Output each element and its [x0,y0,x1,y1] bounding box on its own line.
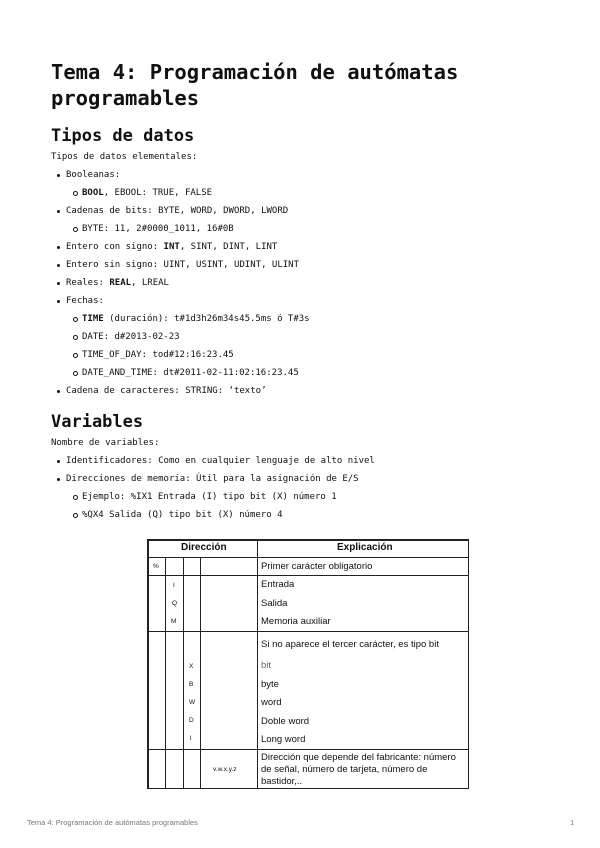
cell-B-exp: byte [261,679,279,690]
cell-M: M [171,618,177,625]
cadenas-bits-text: Cadenas de bits: BYTE, WORD, DWORD, LWORD [66,206,289,216]
direcciones-text: Direcciones de memoria: Útil para la asignación de E/S [66,474,359,484]
cell-Q-exp: Salida [261,598,288,609]
booleanas-text: Booleanas: [66,170,121,180]
list-item-identificadores [66,456,375,466]
list-item-booleanas [66,170,120,180]
list-item-ejemplo [82,492,337,502]
cell-L: l [190,735,192,742]
fechas-text: Fechas: [66,296,104,306]
heading-tipos-de-datos: Tipos de datos [51,126,195,146]
cell-X-exp: bit [261,660,272,671]
tipos-lead: Tipos de datos elementales: [51,152,198,162]
list-item-cadenas-bits [66,206,288,216]
table-header-explicacion: Explicación [337,542,393,553]
int-keyword: INT [163,242,180,252]
cell-I: I [173,582,175,589]
heading-variables: Variables [51,412,144,432]
cell-pct: % [153,563,159,570]
cell-vwxyz-exp-1: Dirección que depende del fabricante: número [261,752,456,763]
cell-vwxyz-exp-2: de señal, número de tarjeta, número de [261,764,428,775]
list-item-reales [66,278,169,288]
cell-Q: Q [172,600,178,607]
time-rest: (duración): t#1d3h26m34s45.5ms ó T#3s [103,314,310,324]
cell-vwxyz: v.w.x.y.z [213,766,237,773]
list-item-qx4 [82,510,282,520]
bool-rest: , EBOOL: TRUE, FALSE [103,188,213,198]
cell-D-exp: Doble word [261,716,310,727]
ejemplo-text: Ejemplo: %IX1 Entrada (I) tipo bit (X) número 1 [82,492,337,502]
bool-keyword: BOOL [82,188,104,198]
footer-page-number: 1 [570,818,575,827]
cell-I-exp: Entrada [261,579,295,590]
list-item-dt [82,368,299,378]
address-table [147,539,469,789]
list-item-entero-sin-signo [66,260,299,270]
cell-size-note: Si no aparece el tercer carácter, es tipo bit [261,639,439,650]
list-item-tod [82,350,234,360]
tod-text: TIME_OF_DAY: tod#12:16:23.45 [82,350,234,360]
identificadores-text: Identificadores: Como en cualquier lenguaje de alto nivel [66,456,375,466]
page-title: Tema 4: Programación de autómatas programables [51,60,459,110]
cell-D: D [189,717,194,724]
list-item-direcciones [66,474,359,484]
qx4-text: %QX4 Salida (Q) tipo bit (X) número 4 [82,510,283,520]
time-keyword: TIME [82,314,104,324]
cell-vwxyz-exp-3: bastidor,.. [261,776,303,787]
footer-title: Tema 4: Programación de autómatas programables [27,818,198,827]
table-header-direccion: Dirección [181,542,227,553]
cell-W: W [189,699,196,706]
cadena-car-text: Cadena de caracteres: STRING: ‘texto’ [66,386,267,396]
dt-text: DATE_AND_TIME: dt#2011-02-11:02:16:23.45 [82,368,299,378]
list-item-entero-con-signo [66,242,277,252]
entero-con-c: , SINT, DINT, LINT [179,242,278,252]
cell-W-exp: word [261,697,282,708]
variables-lead: Nombre de variables: [51,438,160,448]
cell-B: B [189,681,194,688]
list-item-time [82,314,310,324]
entero-sin-text: Entero sin signo: UINT, USINT, UDINT, ULINT [66,260,299,270]
list-item-cadena-caracteres [66,386,266,396]
entero-con-a: Entero con signo: [66,242,164,252]
reales-c: , LREAL [131,278,169,288]
cell-pct-exp: Primer carácter obligatorio [261,561,373,572]
list-item-bool [82,188,212,198]
reales-a: Reales: [66,278,110,288]
list-item-date [82,332,180,342]
cell-L-exp: Long word [261,734,306,745]
byte-text: BYTE: 11, 2#0000_1011, 16#0B [82,224,234,234]
list-item-byte [82,224,234,234]
date-text: DATE: d#2013-02-23 [82,332,180,342]
cell-M-exp: Memoria auxiliar [261,616,331,627]
real-keyword: REAL [109,278,132,288]
list-item-fechas [66,296,104,306]
cell-X: X [189,663,194,670]
